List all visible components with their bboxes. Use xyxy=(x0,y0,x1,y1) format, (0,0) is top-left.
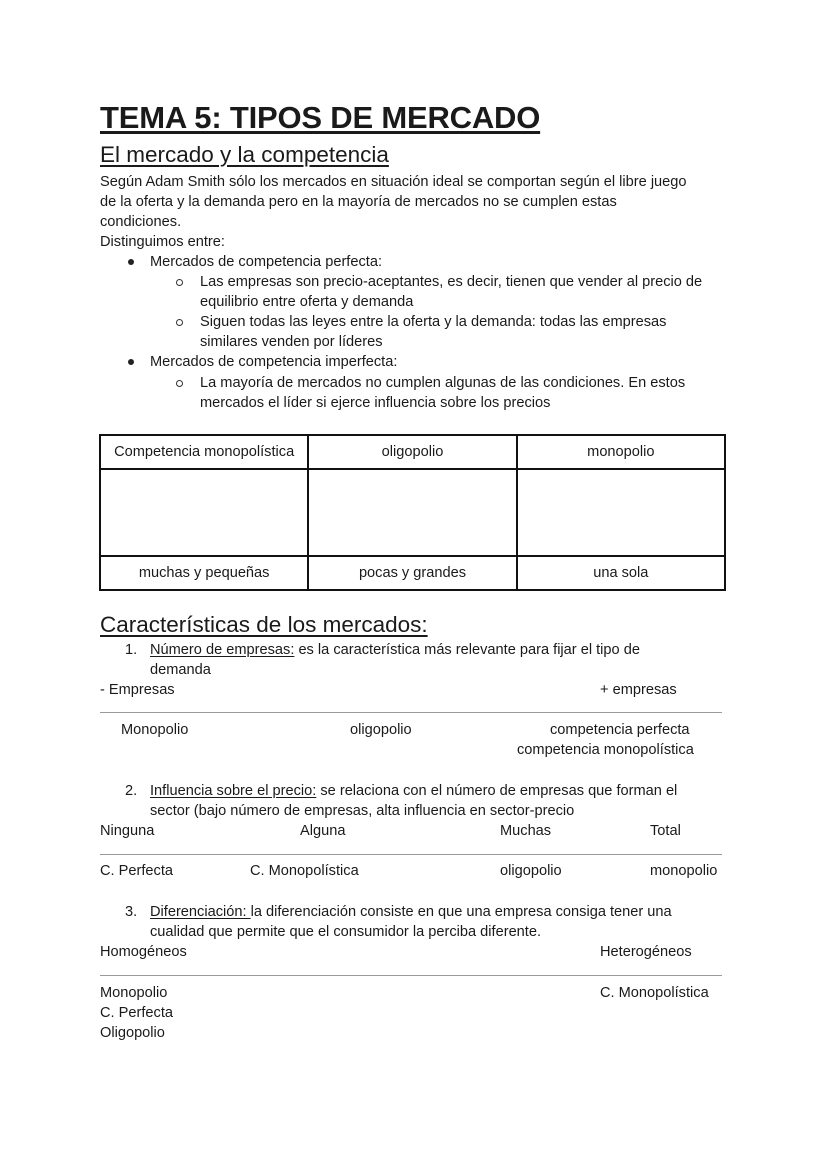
table-row xyxy=(100,556,725,590)
table-cell: Competencia monopolística xyxy=(100,435,308,469)
scale-3-left: Homogéneos xyxy=(100,944,187,960)
bullet-dot-icon xyxy=(128,359,134,365)
sub-bullet-1-line-2: equilibrio entre oferta y demanda xyxy=(200,294,414,310)
scale-3-c-monopolistica: C. Monopolística xyxy=(600,985,709,1001)
bullet-circle-icon xyxy=(176,279,183,286)
item-1-line-2: demanda xyxy=(150,662,211,678)
scale-1-oligopolio: oligopolio xyxy=(350,722,412,738)
page-title: TEMA 5: TIPOS DE MERCADO xyxy=(100,100,541,135)
scale-1-monopolio: Monopolio xyxy=(121,722,189,738)
sub-bullet-2-line-2: similares venden por líderes xyxy=(200,334,383,350)
scale-2-total: Total xyxy=(650,823,681,839)
table-cell: muchas y pequeñas xyxy=(100,556,308,590)
item-2-term: Influencia sobre el precio: xyxy=(150,783,317,799)
table-cell: monopolio xyxy=(517,435,725,469)
scale-2-alguna: Alguna xyxy=(300,823,346,839)
market-types-table xyxy=(99,434,726,591)
sub-bullet-2-line-1: Siguen todas las leyes entre la oferta y la demanda: todas las empresas xyxy=(200,314,667,330)
bullet-circle-icon xyxy=(176,319,183,326)
table-row xyxy=(100,469,725,556)
item-number-3: 3. xyxy=(125,904,138,920)
intro-line-1: Según Adam Smith sólo los mercados en situación ideal se comportan según el libre juego xyxy=(100,174,687,190)
item-2-text: se relaciona con el número de empresas que forman el xyxy=(316,783,678,799)
scale-3-oligopolio: Oligopolio xyxy=(100,1025,165,1041)
item-3-line-1 xyxy=(150,902,672,922)
table-header-row xyxy=(100,435,725,469)
scale-3-divider xyxy=(100,975,722,976)
scale-1-left: - Empresas xyxy=(100,682,175,698)
bullet-dot-icon xyxy=(128,259,134,265)
bullet-competencia-perfecta: Mercados de competencia perfecta: xyxy=(150,254,383,270)
distinguish-label: Distinguimos entre: xyxy=(100,234,225,250)
intro-line-2: de la oferta y la demanda pero en la mayoría de mercados no se cumplen estas xyxy=(100,194,617,210)
scale-1-competencia-monopolistica: competencia monopolística xyxy=(517,742,694,758)
table-cell-empty xyxy=(517,469,725,556)
intro-line-3: condiciones. xyxy=(100,214,182,230)
item-3-text: la diferenciación consiste en que una empresa consiga tener una xyxy=(250,904,672,920)
section-heading-mercado-competencia: El mercado y la competencia xyxy=(100,142,389,167)
item-1-term: Número de empresas: xyxy=(150,642,295,658)
item-1-text: es la característica más relevante para fijar el tipo de xyxy=(294,642,640,658)
item-2-line-1 xyxy=(150,781,677,801)
scale-1-competencia-perfecta: competencia perfecta xyxy=(550,722,690,738)
table-cell-empty xyxy=(308,469,516,556)
scale-3-monopolio: Monopolio xyxy=(100,985,168,1001)
item-3-line-2: cualidad que permite que el consumidor la perciba diferente. xyxy=(150,924,542,940)
item-3-term: Diferenciación: xyxy=(150,904,251,920)
scale-3-right: Heterogéneos xyxy=(600,944,692,960)
section-heading-caracteristicas: Características de los mercados: xyxy=(100,612,428,637)
bullet-circle-icon xyxy=(176,380,183,387)
scale-2-monopolio: monopolio xyxy=(650,863,718,879)
scale-1-right: + empresas xyxy=(600,682,677,698)
scale-2-c-monopolistica: C. Monopolística xyxy=(250,863,359,879)
sub-bullet-3-line-2: mercados el líder si ejerce influencia sobre los precios xyxy=(200,395,551,411)
table-cell: una sola xyxy=(517,556,725,590)
sub-bullet-3-line-1: La mayoría de mercados no cumplen algunas de las condiciones. En estos xyxy=(200,375,686,391)
bullet-competencia-imperfecta: Mercados de competencia imperfecta: xyxy=(150,354,398,370)
table-cell: oligopolio xyxy=(308,435,516,469)
table-cell: pocas y grandes xyxy=(308,556,516,590)
table-cell-empty xyxy=(100,469,308,556)
scale-1-divider xyxy=(100,712,722,713)
scale-2-c-perfecta: C. Perfecta xyxy=(100,863,173,879)
item-number-1: 1. xyxy=(125,642,138,658)
scale-2-divider xyxy=(100,854,722,855)
item-2-line-2: sector (bajo número de empresas, alta influencia en sector-precio xyxy=(150,803,575,819)
item-number-2: 2. xyxy=(125,783,138,799)
scale-2-oligopolio: oligopolio xyxy=(500,863,562,879)
scale-2-ninguna: Ninguna xyxy=(100,823,155,839)
sub-bullet-1-line-1: Las empresas son precio-aceptantes, es decir, tienen que vender al precio de xyxy=(200,274,703,290)
scale-2-muchas: Muchas xyxy=(500,823,552,839)
scale-3-c-perfecta: C. Perfecta xyxy=(100,1005,173,1021)
item-1-line-1 xyxy=(150,640,640,660)
